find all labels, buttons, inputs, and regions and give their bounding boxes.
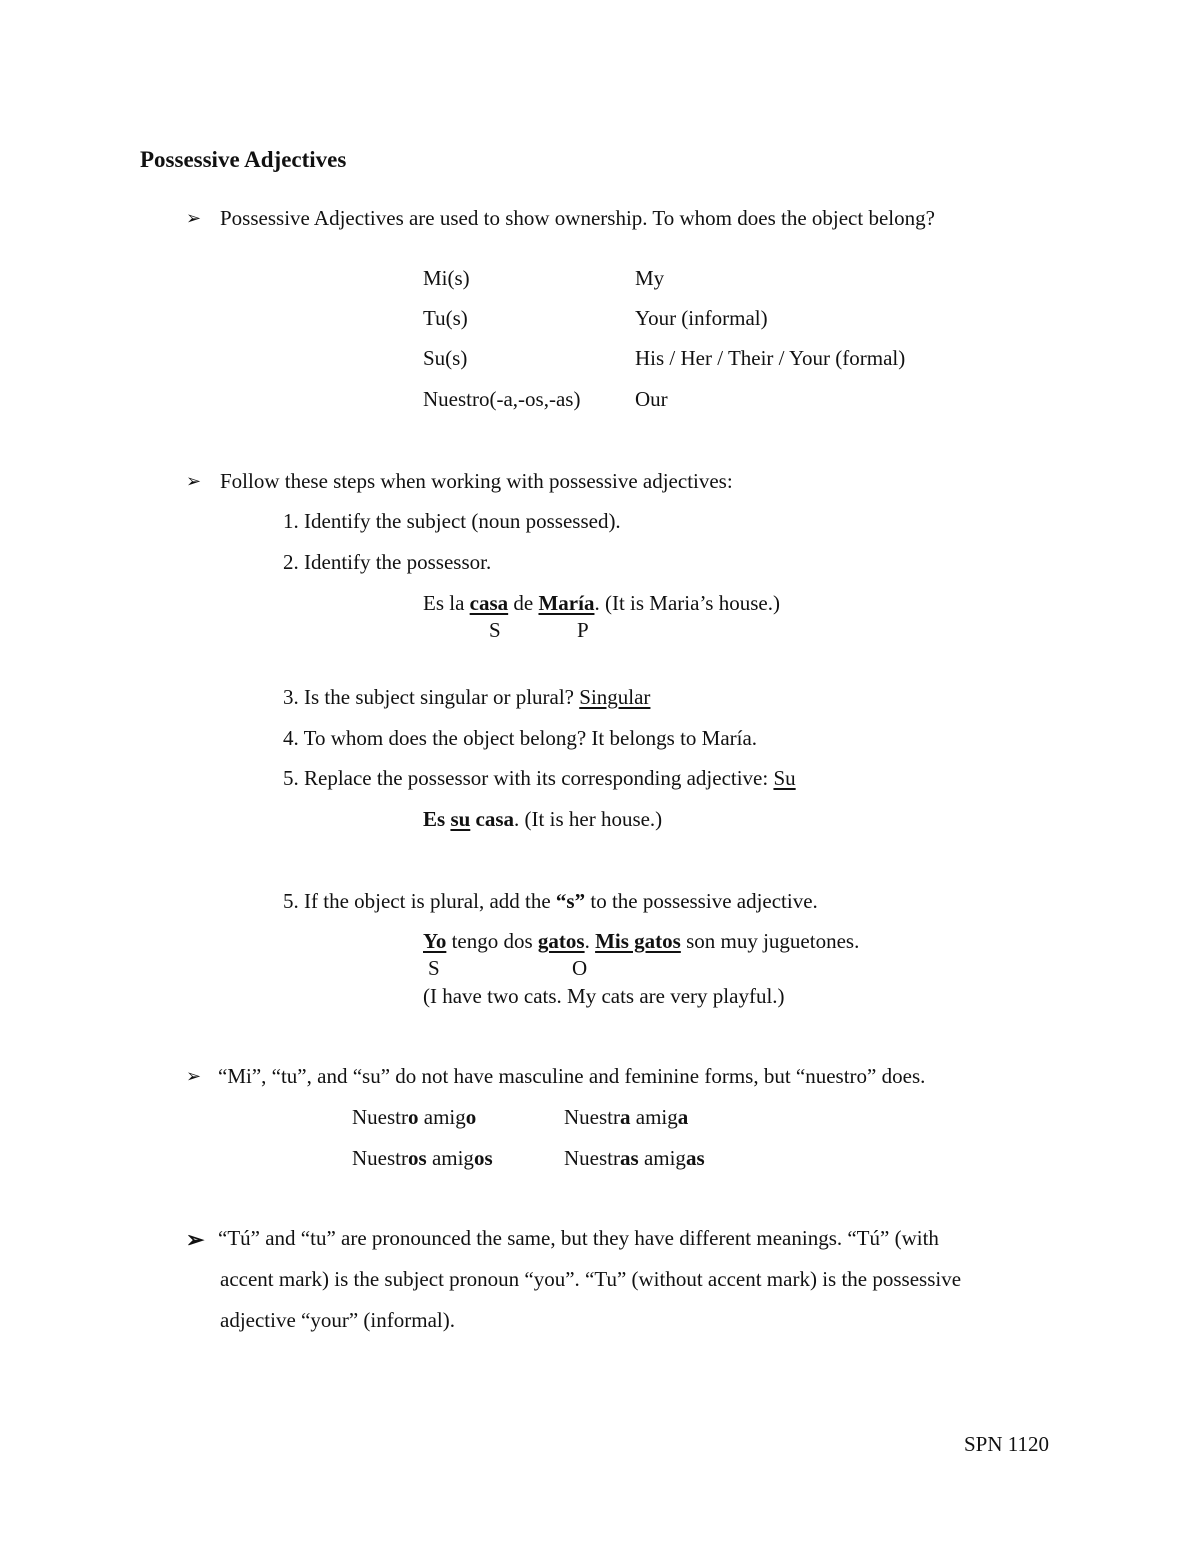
subject-marker: S [428,956,440,980]
subject-word: casa [469,591,509,615]
word-ending: as [685,1146,705,1170]
word-stem: Nuestr [564,1105,620,1129]
table-row-english: Our [635,387,668,411]
tu-note-line: accent mark) is the subject pronoun “you”. “Tu” (without accent mark) is the possessive [220,1267,962,1291]
table-row-english: My [635,266,665,290]
gender-example [352,1148,493,1169]
step-emphasis: “s” [555,889,586,913]
word-ending: a [677,1105,689,1129]
step-text: 3. Is the subject singular or plural? [283,685,580,709]
example-text: tengo dos [446,929,538,953]
word-stem: amig [418,1105,466,1129]
example-text: . [584,929,596,953]
step-text: to the possessive adjective. [585,889,818,913]
gender-text: “Mi”, “tu”, and “su” do not have masculine and feminine forms, but “nuestro” does. [218,1064,926,1088]
step-3 [283,687,650,708]
gender-example [352,1107,476,1128]
example-text: . (It is Maria’s house.) [594,591,780,615]
possessor-word: María [538,591,595,615]
bullet-arrow-icon: ➢ [186,208,202,228]
example-text: . (It is her house.) [514,807,663,831]
gender-example [564,1148,705,1169]
steps-heading: Follow these steps when working with possessive adjectives: [220,469,733,493]
step-2: 2. Identify the possessor. [283,550,492,574]
tu-note-line: “Tú” and “tu” are pronounced the same, but they have different meanings. “Tú” (with [218,1226,939,1250]
word-ending: os [408,1146,427,1170]
bullet-arrow-icon: ➢ [186,1066,202,1086]
subject-marker: S [489,618,501,642]
possessor-marker: P [577,618,589,642]
word-stem: amig [638,1146,686,1170]
subject-word: Yo [423,929,447,953]
example-text: Es [423,807,451,831]
example-translation: (I have two cats. My cats are very playful.) [423,984,785,1008]
word-ending: o [465,1105,477,1129]
example-sentence-1 [423,593,780,614]
object-marker: O [572,956,588,980]
example-text: de [508,591,539,615]
adjective-word: su [450,807,471,831]
table-row-english: His / Her / Their / Your (formal) [635,346,906,370]
step-4: 4. To whom does the object belong? It belongs to María. [283,726,758,750]
step-1: 1. Identify the subject (noun possessed). [283,509,621,533]
word-stem: Nuestr [352,1105,408,1129]
table-row-spanish: Mi(s) [423,266,470,290]
table-row-english: Your (informal) [635,306,768,330]
step-answer: Su [773,766,796,790]
step-text: 5. Replace the possessor with its corresponding adjective: [283,766,774,790]
intro-text: Possessive Adjectives are used to show ownership. To whom does the object belong? [220,206,935,230]
example-sentence-2 [423,809,662,830]
example-text: Es la [423,591,470,615]
step-text: 5. If the object is plural, add the [283,889,556,913]
step-plural [283,891,818,912]
page-title: Possessive Adjectives [140,147,347,172]
bullet-arrow-icon: ➢ [186,1227,205,1252]
bullet-arrow-icon: ➢ [186,471,202,491]
step-answer: Singular [579,685,651,709]
example-sentence-3 [423,931,859,952]
word-stem: amig [426,1146,474,1170]
possessive-phrase: Mis gatos [595,929,681,953]
word-ending: a [620,1105,631,1129]
example-text: casa [470,807,515,831]
gender-example [564,1107,688,1128]
word-ending: o [408,1105,419,1129]
example-text: son muy juguetones. [680,929,860,953]
object-word: gatos [537,929,585,953]
table-row-spanish: Tu(s) [423,306,468,330]
word-ending: as [620,1146,639,1170]
table-row-spanish: Nuestro(-a,-os,-as) [423,387,581,411]
step-5 [283,768,796,789]
word-stem: Nuestr [352,1146,408,1170]
word-stem: amig [630,1105,678,1129]
table-row-spanish: Su(s) [423,346,468,370]
page-footer: SPN 1120 [964,1432,1049,1456]
word-stem: Nuestr [564,1146,620,1170]
tu-note-line: adjective “your” (informal). [220,1308,455,1332]
word-ending: os [473,1146,493,1170]
